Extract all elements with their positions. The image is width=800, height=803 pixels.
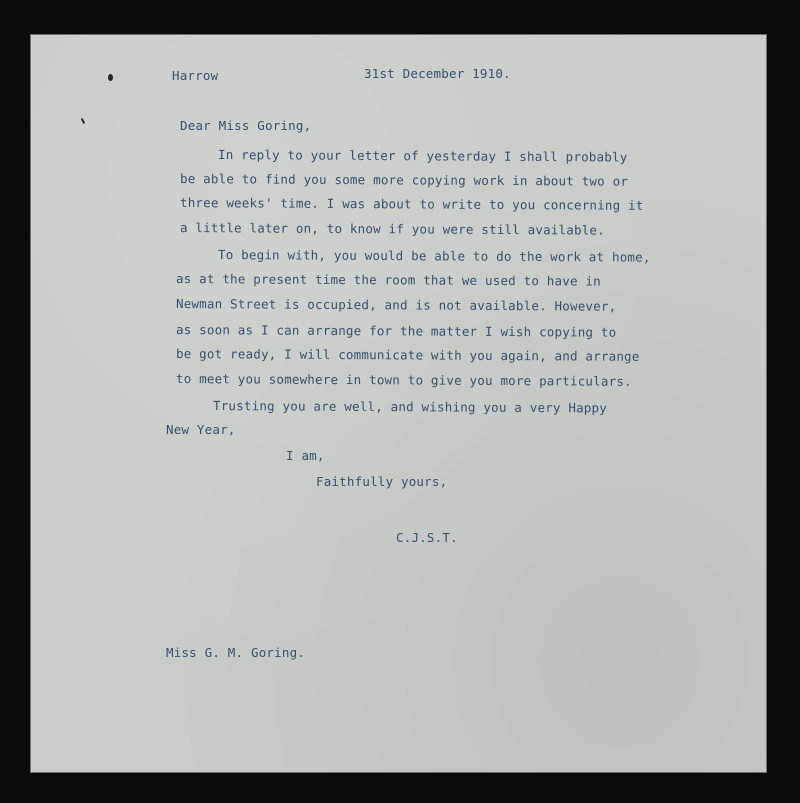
ink-mark: [81, 118, 86, 124]
signature-initials: C.J.S.T.: [396, 530, 458, 545]
recipient-name: Miss G. M. Goring.: [166, 645, 306, 660]
body-line: New Year,: [166, 422, 236, 437]
closing-faithfully: Faithfully yours,: [316, 474, 448, 489]
body-line: as soon as I can arrange for the matter I wish copying to: [175, 322, 617, 340]
body-line: be able to find you some more copying work in about two or: [179, 171, 629, 189]
body-line: a little later on, to know if you were still available.: [179, 220, 605, 238]
body-line: In reply to your letter of yesterday I shall probably: [217, 147, 628, 165]
body-line: three weeks' time. I was about to write to you concerning it: [179, 195, 644, 213]
body-line: be got ready, I will communicate with you again, and arrange: [175, 346, 640, 364]
closing-i-am: I am,: [286, 448, 325, 463]
body-line: Trusting you are well, and wishing you a very Happy: [212, 398, 608, 416]
place-line: Harrow: [172, 68, 219, 83]
date-line: 31st December 1910.: [364, 66, 511, 81]
body-line: To begin with, you would be able to do the work at home,: [217, 247, 651, 265]
body-line: as at the present time the room that we used to have in: [175, 271, 601, 289]
ink-spot: [108, 74, 113, 81]
salutation: Dear Miss Goring,: [180, 118, 312, 133]
body-line: Newman Street is occupied, and is not available. However,: [175, 296, 617, 314]
body-line: to meet you somewhere in town to give you more particulars.: [175, 371, 632, 389]
letter-sheet: [30, 34, 767, 773]
